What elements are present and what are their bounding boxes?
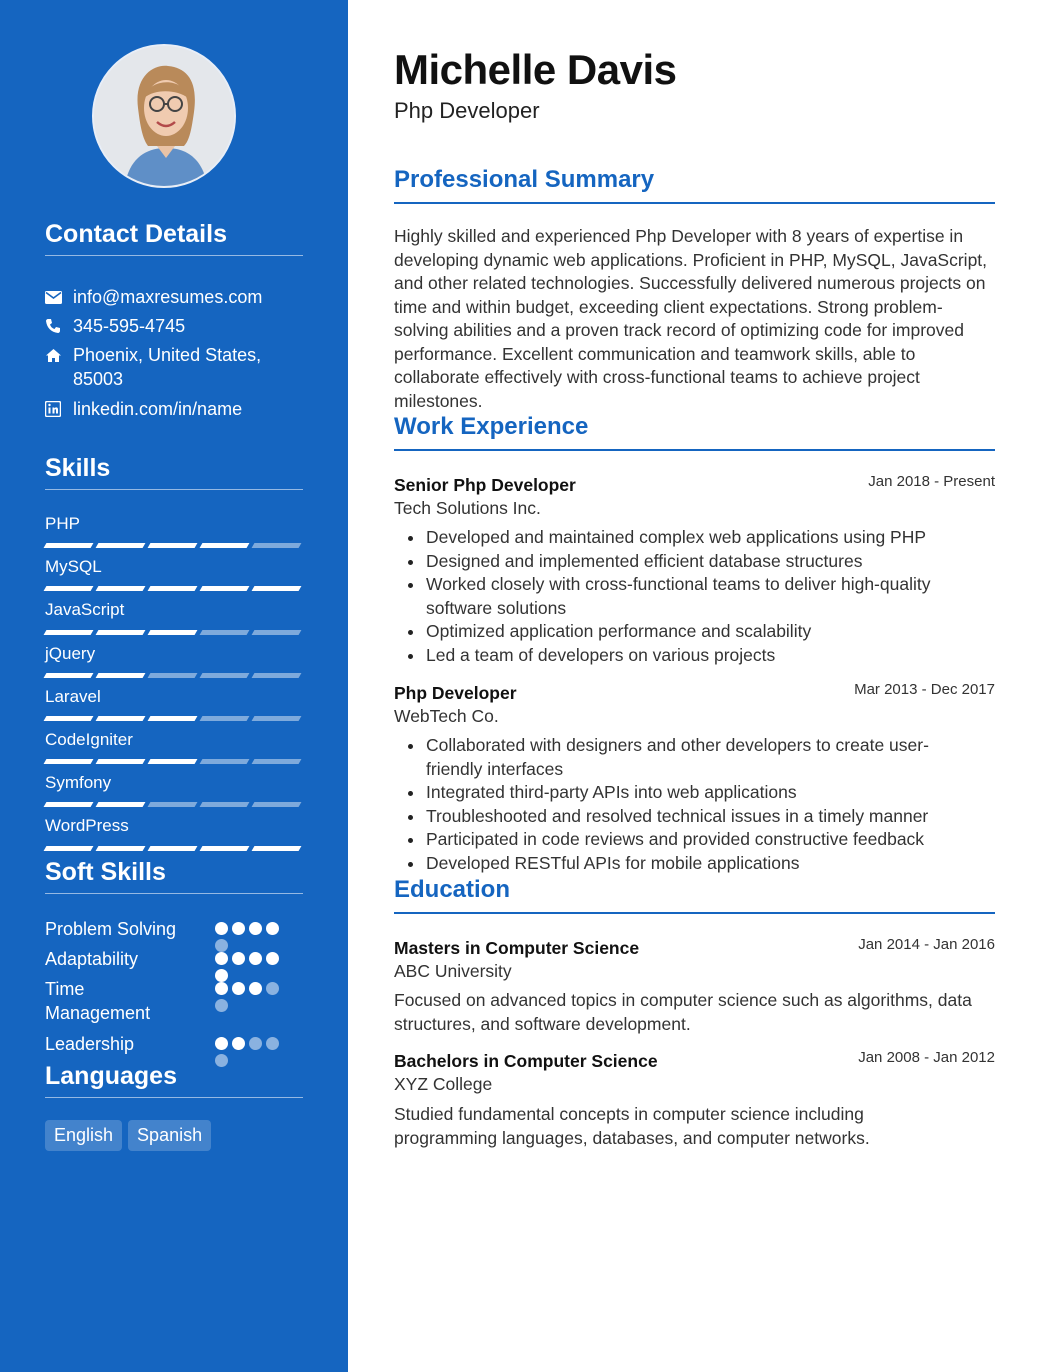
- job-dates: Mar 2013 - Dec 2017: [854, 681, 995, 698]
- contact-email-text: info@maxresumes.com: [73, 287, 263, 307]
- skill-name: MySQL: [45, 557, 102, 576]
- skill-level-segment: [44, 802, 94, 807]
- job-company: WebTech Co.: [394, 706, 499, 726]
- soft-skill-name: Leadership: [45, 1034, 135, 1054]
- degree-description: Studied fundamental concepts in computer science including programming languages, databases, and computer networks.: [394, 1104, 870, 1148]
- home-icon: [45, 343, 73, 367]
- skill-level-segment: [96, 543, 146, 548]
- skill-level-segment: [96, 673, 146, 678]
- skill-level-segment: [148, 759, 198, 764]
- soft-skill-level-dot: [232, 952, 245, 965]
- skill-level-segment: [44, 846, 94, 851]
- skill-name: WordPress: [45, 816, 129, 835]
- soft-skill-level-dot: [215, 952, 228, 965]
- contact-linkedin-text: linkedin.com/in/name: [73, 399, 243, 419]
- skill-bars: [45, 630, 300, 635]
- skill-level-segment: [44, 716, 94, 721]
- skill-name: PHP: [45, 514, 80, 533]
- job-company: Tech Solutions Inc.: [394, 498, 541, 518]
- job-title: Senior Php Developer: [394, 475, 576, 495]
- skill-level-segment: [96, 759, 146, 764]
- skill-level-segment: [200, 586, 250, 591]
- skill-level-segment: [200, 630, 250, 635]
- job-bullets: [394, 734, 995, 875]
- profile-photo: [94, 46, 236, 188]
- job-bullets: [394, 526, 995, 667]
- contact-phone-text: 345-595-4745: [73, 316, 186, 336]
- skill-level-segment: [44, 673, 94, 678]
- soft-skill-level-dot: [266, 1037, 279, 1050]
- soft-skill-level-dot: [232, 1037, 245, 1050]
- skill-level-segment: [148, 586, 198, 591]
- skill-level-segment: [148, 543, 198, 548]
- linkedin-icon: [45, 397, 73, 421]
- skill-name: Laravel: [45, 687, 101, 706]
- soft-skill-name: Time Management: [45, 979, 151, 1023]
- skill-level-segment: [252, 716, 302, 721]
- summary-text: Highly skilled and experienced Php Developer with 8 years of expertise in developing dynamic web applications. Proficient in PHP, MySQL, JavaScript, and other related technologies. Successfully delivered numerous projects on time and within budget, exceeding client expectations. Strong problem-solving abilities and a proven track record of optimizing code for improved performance. Excellent communication and teamwork skills, able to collaborate effectively with cross-functional teams to achieve project milestones.: [394, 226, 988, 411]
- skill-level-segment: [200, 846, 250, 851]
- soft-skill-level-dot: [249, 1037, 262, 1050]
- skill-level-segment: [96, 802, 146, 807]
- skill-level-segment: [252, 543, 302, 548]
- language-tag: Spanish: [128, 1120, 211, 1151]
- soft-skill-level-dot: [232, 922, 245, 935]
- skill-level-segment: [252, 846, 302, 851]
- summary-heading: Professional Summary: [394, 166, 995, 204]
- degree-dates: Jan 2008 - Jan 2012: [858, 1049, 995, 1066]
- skill-bars: [45, 586, 300, 591]
- job-title: Php Developer: [394, 683, 517, 703]
- skill-level-segment: [148, 802, 198, 807]
- skill-name: jQuery: [45, 644, 96, 663]
- soft-skill-name: Adaptability: [45, 949, 139, 969]
- contact-address: [45, 343, 303, 391]
- skill-level-segment: [200, 673, 250, 678]
- skill-level-segment: [96, 586, 146, 591]
- skill-level-segment: [96, 846, 146, 851]
- skill-bars: [45, 846, 300, 851]
- contact-heading: Contact Details: [45, 220, 303, 256]
- list-item: Participated in code reviews and provided constructive feedback: [394, 828, 995, 852]
- list-item: Developed RESTful APIs for mobile applications: [394, 852, 995, 876]
- skill-level-segment: [200, 759, 250, 764]
- language-list: [45, 1120, 211, 1151]
- skill-level-segment: [96, 716, 146, 721]
- contact-linkedin[interactable]: [45, 397, 303, 421]
- soft-skill-level-dot: [266, 982, 279, 995]
- language-tag: English: [45, 1120, 122, 1151]
- list-item: Collaborated with designers and other developers to create user-friendly interfaces: [394, 734, 995, 781]
- degree-dates: Jan 2014 - Jan 2016: [858, 936, 995, 953]
- skill-bars: [45, 759, 300, 764]
- soft-skill-level-dot: [215, 922, 228, 935]
- skill-level-segment: [252, 802, 302, 807]
- list-item: Optimized application performance and scalability: [394, 620, 995, 644]
- school-name: ABC University: [394, 961, 512, 981]
- skill-level-segment: [148, 673, 198, 678]
- soft-skill-level-dot: [232, 982, 245, 995]
- education-heading: Education: [394, 876, 995, 914]
- list-item: Designed and implemented efficient database structures: [394, 550, 995, 574]
- skill-level-segment: [200, 716, 250, 721]
- skill-level-segment: [148, 846, 198, 851]
- school-name: XYZ College: [394, 1074, 493, 1094]
- skill-level-segment: [200, 543, 250, 548]
- soft-skill-dots: [215, 922, 287, 952]
- skill-level-segment: [44, 543, 94, 548]
- skill-level-segment: [252, 673, 302, 678]
- soft-skill-level-dot: [215, 969, 228, 982]
- job-dates: Jan 2018 - Present: [868, 473, 995, 490]
- skill-level-segment: [44, 586, 94, 591]
- soft-skill-level-dot: [266, 952, 279, 965]
- soft-skill-dots: [215, 982, 287, 1012]
- skill-bars: [45, 673, 300, 678]
- skill-level-segment: [44, 759, 94, 764]
- avatar: [92, 44, 236, 188]
- phone-icon: [45, 314, 73, 338]
- contact-phone[interactable]: [45, 314, 303, 338]
- experience-heading: Work Experience: [394, 413, 995, 451]
- list-item: Led a team of developers on various projects: [394, 644, 995, 668]
- skill-bars: [45, 716, 300, 721]
- soft-skill-level-dot: [249, 922, 262, 935]
- skill-bars: [45, 543, 300, 548]
- languages-heading: Languages: [45, 1062, 303, 1098]
- sidebar: [0, 0, 348, 1372]
- skill-name: CodeIgniter: [45, 730, 133, 749]
- degree-title: Bachelors in Computer Science: [394, 1051, 658, 1071]
- skill-level-segment: [252, 630, 302, 635]
- soft-skill-level-dot: [215, 999, 228, 1012]
- soft-skill-level-dot: [215, 939, 228, 952]
- skill-level-segment: [200, 802, 250, 807]
- list-item: Integrated third-party APIs into web applications: [394, 781, 995, 805]
- list-item: Developed and maintained complex web applications using PHP: [394, 526, 995, 550]
- skill-name: Symfony: [45, 773, 112, 792]
- soft-skill-level-dot: [215, 982, 228, 995]
- soft-skill-level-dot: [249, 982, 262, 995]
- skill-level-segment: [148, 716, 198, 721]
- list-item: Worked closely with cross-functional teams to deliver high-quality software solutions: [394, 573, 995, 620]
- soft-skill-level-dot: [266, 922, 279, 935]
- list-item: Troubleshooted and resolved technical issues in a timely manner: [394, 805, 995, 829]
- soft-skill-dots: [215, 952, 287, 982]
- skill-level-segment: [252, 586, 302, 591]
- skill-name: JavaScript: [45, 600, 125, 619]
- soft-skill-name: Problem Solving: [45, 919, 177, 939]
- skill-level-segment: [148, 630, 198, 635]
- skills-heading: Skills: [45, 454, 303, 490]
- skill-level-segment: [96, 630, 146, 635]
- soft-skill-level-dot: [249, 952, 262, 965]
- skill-level-segment: [44, 630, 94, 635]
- candidate-role: Php Developer: [394, 98, 540, 123]
- email-icon: [45, 285, 73, 309]
- contact-address-text: Phoenix, United States, 85003: [73, 345, 262, 389]
- soft-skills-heading: Soft Skills: [45, 858, 303, 894]
- skill-level-segment: [252, 759, 302, 764]
- contact-email[interactable]: [45, 285, 303, 309]
- skill-bars: [45, 802, 300, 807]
- degree-title: Masters in Computer Science: [394, 938, 640, 958]
- soft-skill-level-dot: [215, 1037, 228, 1050]
- candidate-name: Michelle Davis: [394, 46, 677, 93]
- degree-description: Focused on advanced topics in computer science such as algorithms, data structures, and software development.: [394, 990, 972, 1034]
